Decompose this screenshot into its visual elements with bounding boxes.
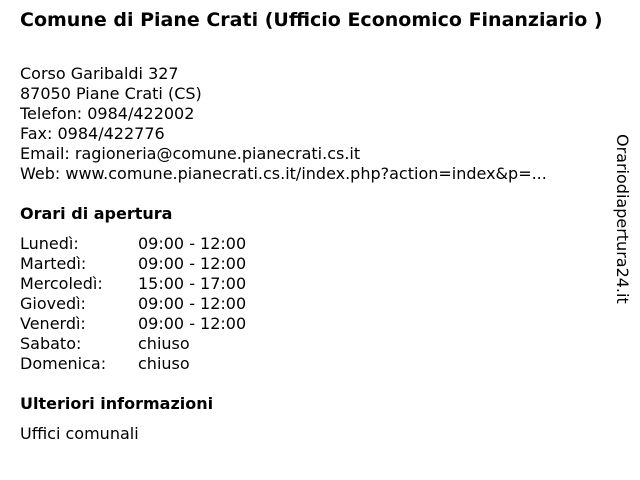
day-label: Mercoledì: — [20, 274, 103, 293]
day-label: Martedì: — [20, 254, 87, 273]
hours-value: 09:00 - 12:00 — [138, 234, 247, 253]
opening-hours-table — [20, 234, 246, 374]
opening-hours-heading: Orari di apertura — [20, 204, 173, 223]
hours-row-monday — [20, 234, 246, 254]
hours-row-thursday — [20, 294, 246, 314]
more-info-text: Uffici comunali — [20, 424, 139, 443]
hours-row-sunday — [20, 354, 246, 374]
email-address: Email: ragioneria@comune.pianecrati.cs.it — [20, 144, 361, 163]
office-address-block — [20, 64, 547, 184]
hours-value: 09:00 - 12:00 — [138, 294, 247, 313]
hours-row-wednesday — [20, 274, 246, 294]
hours-value: 15:00 - 17:00 — [138, 274, 247, 293]
hours-row-saturday — [20, 334, 246, 354]
day-label: Lunedì: — [20, 234, 79, 253]
more-info-heading: Ulteriori informazioni — [20, 394, 214, 413]
site-watermark: Orariodiapertura24.it — [613, 134, 632, 304]
hours-value: chiuso — [138, 354, 190, 373]
hours-value: chiuso — [138, 334, 190, 353]
day-label: Sabato: — [20, 334, 82, 353]
hours-value: 09:00 - 12:00 — [138, 314, 247, 333]
website-link[interactable]: Web: www.comune.pianecrati.cs.it/index.php?action=index&p=... — [20, 164, 547, 183]
fax-number: Fax: 0984/422776 — [20, 124, 165, 143]
day-label: Domenica: — [20, 354, 107, 373]
hours-value: 09:00 - 12:00 — [138, 254, 247, 273]
office-title: Comune di Piane Crati (Ufficio Economico Finanziario ) — [20, 9, 603, 31]
day-label: Venerdì: — [20, 314, 86, 333]
street-address: Corso Garibaldi 327 — [20, 64, 179, 83]
hours-row-tuesday — [20, 254, 246, 274]
city-address: 87050 Piane Crati (CS) — [20, 84, 202, 103]
phone-number: Telefon: 0984/422002 — [20, 104, 195, 123]
hours-row-friday — [20, 314, 246, 334]
day-label: Giovedì: — [20, 294, 86, 313]
